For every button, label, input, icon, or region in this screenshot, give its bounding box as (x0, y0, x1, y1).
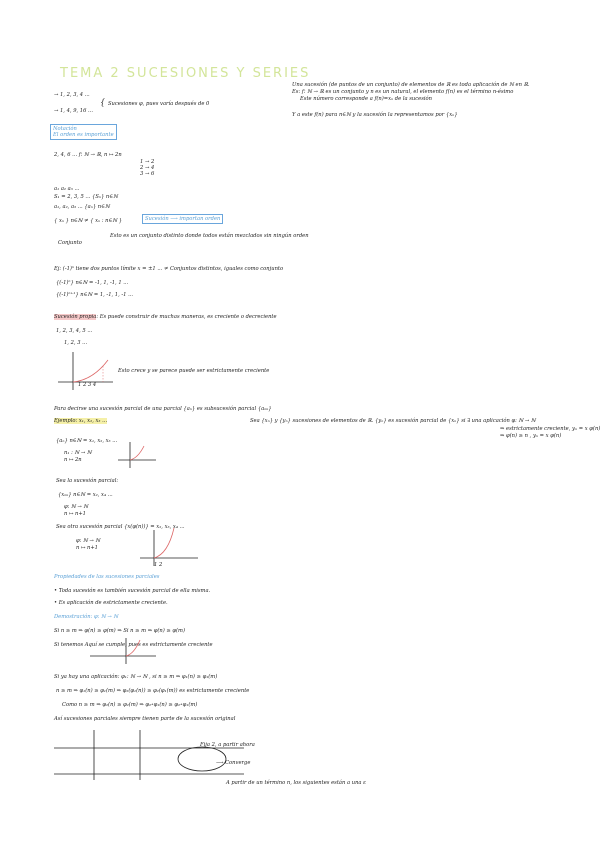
ejemplo-2: Ejemplo: x₁, x₂, x₃ ... (54, 418, 108, 424)
dem-1: Si n ≥ m ⇒ φ(n) ≥ φ(m) ⇒ Si n ≥ m ⇒ φ(n) ≥ φ(m) (54, 628, 185, 634)
right-line-5: Sea {xₙ} y {yₙ} sucesiones de elementos de ℝ. {yₙ} es sucesión parcial de {xₙ} si ∃ una aplicación φ: ℕ → ℕ (250, 418, 536, 424)
sp-map-2: n ↦ n+1 (64, 511, 86, 517)
ejemplo-line: Ej: (-1)ⁿ tiene dos puntos límite x = ±1 ... ≠ Conjuntos distintos, iguales como conjunto (54, 266, 284, 272)
notation-box-title: Notación (53, 126, 77, 132)
intro-seq-1: → 1, 2, 3, 4 ... (54, 92, 90, 98)
epsilon-diagram (54, 726, 254, 781)
sucesion-propia-text: : Es puede construir de muchas maneras, es creciente o decreciente (96, 314, 277, 320)
graph-1-ticks: 1 2 3 4 (78, 382, 97, 388)
map-3: 3 → 6 (140, 171, 155, 177)
map-1: 1 → 2 (140, 159, 155, 165)
right-line-6: ⇒ estrictamente creciente, yₙ = x φ(n) (500, 426, 601, 432)
notation-box-text: El orden es importante (53, 132, 114, 138)
graph-3 (140, 526, 200, 570)
terms-line: a₁ a₂ a₃ ... (54, 186, 80, 192)
ejemplo-b: {(-1)ⁿ⁺¹} n∈ℕ = 1, -1, 1, -1 ... (56, 292, 134, 298)
propia-seq-2: 1, 2, 3 ... (64, 340, 88, 346)
graph-4 (90, 638, 160, 668)
sucesion-parcial-label: Sea la sucesión parcial: (56, 478, 119, 484)
notation-box (50, 124, 117, 140)
sn-line: S₁ = 2, 3, 5 ... {Sₙ} n∈ℕ (54, 194, 118, 200)
dem-2: Si tenemos Aquí se cumple, pues es estrictamente creciente (54, 642, 213, 648)
sub-a: {aₙ} n∈ℕ = x₁, x₂, x₃ ... (56, 438, 118, 444)
graph-2 (118, 442, 158, 472)
dem-5: Como n ≥ m ⇒ φ₂(n) ≥ φ₂(m) ⇒ φ₂∘φ₁(n) ≥ φ₂∘φ₁(m) (62, 702, 198, 708)
bottom-note: A partir de un término n, los siguientes están a una ε (226, 780, 366, 786)
otra-map-1: φ: ℕ → ℕ (76, 538, 101, 544)
sp-map-1: φ: ℕ → ℕ (64, 504, 89, 510)
an-line: a₁, a₂, a₃ ... {aₙ} n∈ℕ (54, 204, 110, 210)
sub-c: n ↦ 2n (64, 457, 82, 463)
right-line-3: Este número corresponde a f(n)=xₙ de la sucesión (300, 96, 432, 102)
right-line-2: Es: f: ℕ → ℝ es un conjunto y n es un natural, el elemento f(n) es el término n-ésimo (292, 89, 514, 95)
demostracion-label: Demostración: φ: ℕ → ℕ (54, 614, 119, 620)
intro-note: Sucesiones φ, pues varía después de 0 (108, 101, 210, 107)
seq-line: 2, 4, 6 ... f: ℕ → ℝ, n ↦ 2n (54, 152, 122, 158)
conjunto-label: Conjunto (58, 240, 82, 246)
bullet-2: • Es aplicación de estrictamente creciente. (54, 600, 168, 606)
map-2: 2 → 4 (140, 165, 155, 171)
set-line: { xₙ } n∈ℕ ≠ { xₙ : n∈ℕ } (54, 218, 123, 224)
subs-line: Para decirse una sucesión parcial de una parcial {aₙ} es subsucesión parcial {aₙₖ} (54, 406, 272, 412)
propiedades-heading: Propiedades de las sucesiones parciales (54, 574, 160, 580)
sucesion-propia-heading: Sucesión propia (54, 314, 97, 320)
right-line-1: Una sucesión (de puntos de un conjunto) de elementos de ℝ es toda aplicación de ℕ en ℝ. (292, 82, 530, 88)
graph-1-note: Esto crece y se parece puede ser estrictamente creciente (118, 368, 270, 374)
graph-3-ticks: 1 2 (154, 562, 163, 568)
dem-3: Si ya hay una aplicación: φ₁: ℕ → ℕ , si n ≥ m ⇒ φ₁(n) ≥ φ₁(m) (54, 674, 218, 680)
bottom-annotation-2: ⟶ Converge (216, 760, 251, 766)
right-line-7: ⇒ φ(n) ≥ n , yₙ = x φ(n) (500, 433, 562, 439)
bullet-1: • Toda sucesión es también sucesión parcial de ella misma. (54, 588, 211, 594)
sucesion-box: Sucesión ⟶ importan orden (142, 214, 223, 224)
propia-seq: 1, 2, 3, 4, 5 ... (56, 328, 93, 334)
otra-line: Sea otra sucesión parcial {x(φ(n))} = x₂, x₃, x₄ ... (56, 524, 185, 530)
sp-line: {xₙₖ} n∈ℕ = x₂, x₄ ... (58, 492, 113, 498)
dem-6: Así sucesiones parciales siempre tienen parte de la sucesión original (54, 716, 236, 722)
sucesion-propia-line (54, 314, 277, 320)
conjunto-note: Esto es un conjunto distinto donde todos están mezclados sin ningún orden (110, 233, 309, 239)
dem-4: n ≥ m ⇒ φ₁(n) ≥ φ₁(m) ⇒ φ₂(φ₁(n)) ≥ φ₂(φ₁(m)) es estrictamente creciente (56, 688, 250, 694)
page-title: TEMA 2 SUCESIONES Y SERIES (60, 66, 311, 81)
brace: { (100, 98, 106, 107)
bottom-annotation-1: Fija 2, a partir ahora (200, 742, 255, 748)
sub-b: n₁ : ℕ → ℕ (64, 450, 92, 456)
ejemplo-a: {(-1)ⁿ} n∈ℕ = -1, 1, -1, 1 ... (56, 280, 129, 286)
otra-map-2: n ↦ n+1 (76, 545, 98, 551)
intro-seq-2: → 1, 4, 9, 16 ... (54, 108, 93, 114)
right-line-4: Y a este f(n) para n∈ℕ y la sucesión la representamos por {xₙ} (292, 112, 458, 118)
